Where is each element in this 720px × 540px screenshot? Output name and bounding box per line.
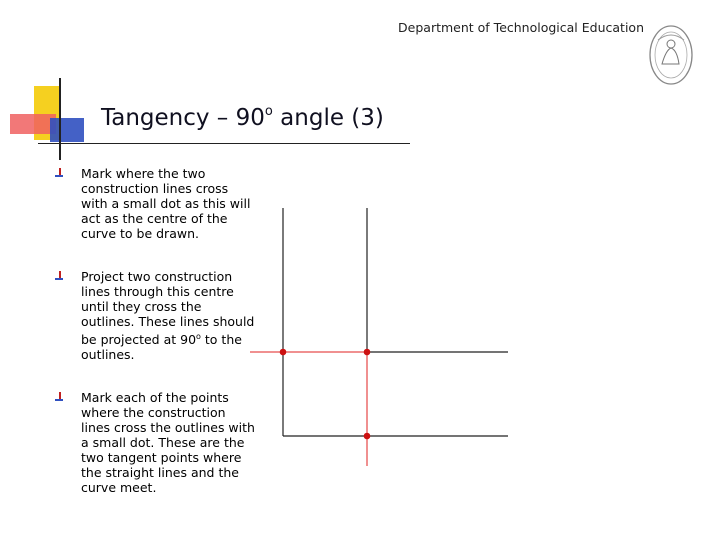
bullet-item-1: Mark where the two construction lines cross with a small dot as this will act as the centre of the curve to be drawn.	[55, 166, 255, 241]
decorative-blocks	[0, 0, 100, 170]
slide-title: Tangency – 90$^o$ angle (3)	[101, 104, 384, 131]
deco-blue-block	[50, 118, 84, 142]
bullet-icon	[55, 392, 65, 402]
bullet-item-3: Mark each of the points where the construction lines cross the outlines with a small dot. These are the two tangent points where the straight lines and the curve meet.	[55, 390, 255, 495]
centre-dot	[364, 349, 371, 356]
tangent-point-bottom	[364, 433, 371, 440]
deco-red-block	[10, 114, 56, 134]
header-text: Department of Technological Education	[398, 20, 644, 35]
bullet-list	[55, 166, 255, 523]
bullet-item-2: Project two construction lines through this centre until they cross the outlines. These lines should be projected at 90$^o$ to the outlines.	[55, 269, 255, 362]
title-divider	[38, 143, 410, 144]
bullet-icon	[55, 271, 65, 281]
crest-logo-icon	[648, 24, 694, 86]
tangency-diagram	[250, 200, 520, 475]
tangent-point-left	[280, 349, 287, 356]
bullet-icon	[55, 168, 65, 178]
